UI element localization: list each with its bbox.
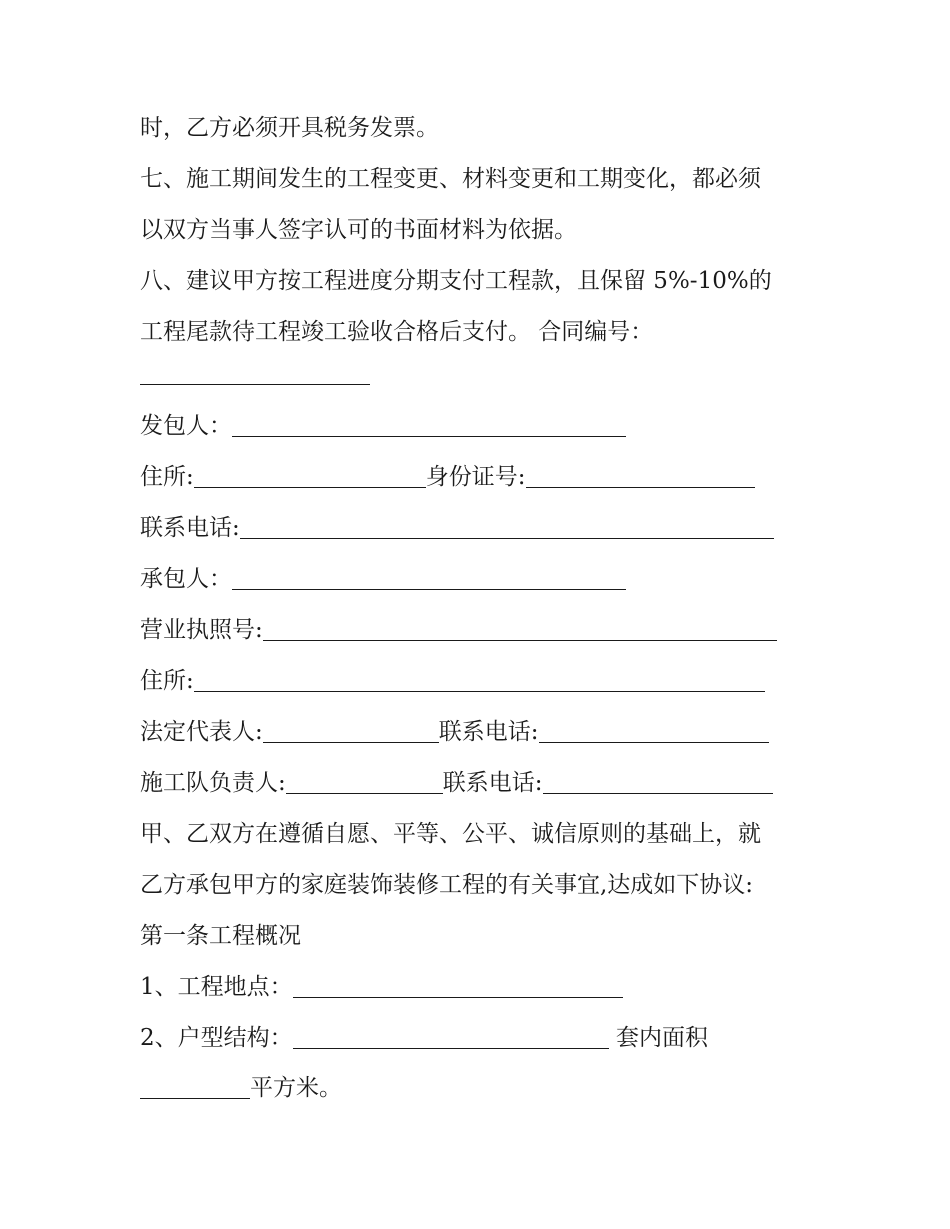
id-number-blank (526, 457, 755, 488)
business-license-label: 营业执照号: (140, 617, 263, 643)
location-blank (293, 967, 623, 998)
paragraph-line: 工程尾款待工程竣工验收合格后支付。 合同编号： (140, 319, 654, 345)
phone3-label: 联系电话: (442, 770, 543, 796)
article-one-title: 第一条工程概况 (140, 923, 301, 949)
legal-rep-blank (263, 712, 439, 743)
paragraph-line: 以双方当事人签字认可的书面材料为依据。 (140, 217, 577, 243)
business-license-line (140, 610, 777, 650)
inner-area-label: 套内面积 (608, 1025, 708, 1051)
contractor-blank (232, 559, 626, 590)
agreement-line: 甲、乙双方在遵循自愿、平等、公平、诚信原则的基础上，就 (140, 821, 761, 847)
paragraph-line: 时，乙方必须开具税务发票。 (140, 115, 439, 141)
contractor-line (140, 559, 626, 599)
phone-line (140, 508, 774, 548)
phone-label: 联系电话: (140, 515, 240, 541)
area-unit-label: 平方米。 (250, 1075, 342, 1101)
structure-blank (293, 1018, 609, 1049)
area-blank (140, 1068, 250, 1099)
paragraph-line: 八、建议甲方按工程进度分期支付工程款，且保留 5%-10%的 (140, 268, 772, 294)
location-line (140, 967, 623, 1007)
agreement-line: 乙方承包甲方的家庭装饰装修工程的有关事宜,达成如下协议: (140, 872, 754, 898)
legal-rep-label: 法定代表人: (140, 719, 263, 745)
residence2-line (140, 661, 765, 701)
legal-rep-line (140, 712, 769, 752)
contractor-label: 承包人： (140, 566, 232, 592)
area-line (140, 1068, 342, 1108)
employer-label: 发包人： (140, 413, 232, 439)
residence2-label: 住所: (140, 668, 194, 694)
phone2-blank (539, 712, 769, 743)
phone-blank (240, 508, 774, 539)
phone3-blank (543, 763, 773, 794)
contract-number-line (140, 354, 370, 394)
residence-label: 住所: (140, 464, 194, 490)
residence2-blank (194, 661, 765, 692)
phone2-label: 联系电话: (438, 719, 539, 745)
employer-blank (232, 406, 626, 437)
contract-number-blank (140, 354, 370, 385)
business-license-blank (263, 610, 777, 641)
residence-line (140, 457, 755, 497)
employer-line (140, 406, 626, 446)
paragraph-line: 七、施工期间发生的工程变更、材料变更和工期变化，都必须 (140, 166, 761, 192)
structure-line (140, 1018, 708, 1058)
id-number-label: 身份证号: (425, 464, 526, 490)
team-leader-line (140, 763, 773, 803)
team-leader-label: 施工队负责人: (140, 770, 286, 796)
residence-blank (194, 457, 426, 488)
team-leader-blank (286, 763, 443, 794)
structure-label: 2、户型结构： (140, 1025, 293, 1051)
location-label: 1、工程地点： (140, 974, 293, 1000)
